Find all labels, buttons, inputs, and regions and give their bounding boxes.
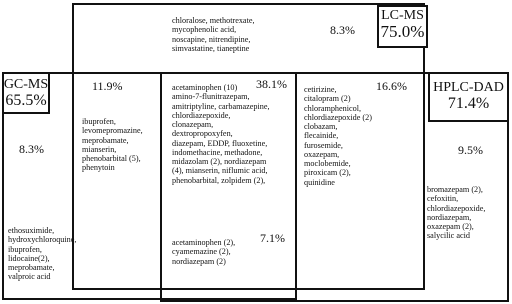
gc-lc-percentage: 11.9% xyxy=(92,79,123,93)
lcms-name: LC-MS xyxy=(381,8,424,23)
drug-line: citalopram (2) xyxy=(304,94,351,104)
lc-hplc-percentage: 16.6% xyxy=(376,79,407,93)
all-three-percentage: 38.1% xyxy=(256,77,287,91)
lc-only-drugs xyxy=(172,16,322,53)
lc-only-percentage: 8.3% xyxy=(330,23,355,37)
drug-line: lidocaine(2), xyxy=(8,253,50,263)
drug-line: chloramphenicol, xyxy=(304,103,362,113)
drug-line: midazolam (2), nordiazepam xyxy=(172,157,267,167)
drug-line: ibuprofen, xyxy=(8,244,42,254)
lcms-total: 75.0% xyxy=(380,22,425,42)
drug-line: dextropropoxyfen, xyxy=(172,129,233,139)
drug-line: furosemide, xyxy=(304,140,343,150)
hplc-only-drugs xyxy=(427,185,509,241)
drug-line: diazepam, EDDP, fluoxetine, xyxy=(172,138,268,148)
gc-only-drugs xyxy=(8,226,77,282)
drug-line: clonazepam, xyxy=(172,120,214,130)
drug-line: acetaminophen (10) xyxy=(172,83,238,92)
drug-line: clobazam, xyxy=(304,122,338,132)
gc-lc-drugs xyxy=(82,117,160,173)
drug-line: ethosuximide, xyxy=(8,226,55,235)
drug-line: piroxicam (2), xyxy=(304,168,351,178)
drug-line: salycilic acid xyxy=(427,231,470,241)
drug-line: chloralose, methotrexate, xyxy=(172,16,255,25)
drug-line: phenobarbital, zolpidem (2), xyxy=(172,175,266,185)
drug-line: meprobamate, xyxy=(82,135,129,145)
drug-line: levomepromazine, xyxy=(82,126,143,136)
drug-line: (4), mianserin, niflumic acid, xyxy=(172,166,268,176)
lcms-label xyxy=(377,8,428,42)
drug-line: acetaminophen (2), xyxy=(172,238,236,247)
drug-line: valproic acid xyxy=(8,272,51,282)
drug-line: cefoxitin, xyxy=(427,194,459,204)
all-three-drugs xyxy=(172,83,297,185)
drug-line: cetirizine, xyxy=(304,85,337,94)
drug-line: mycophenolic acid, xyxy=(172,25,237,35)
gcms-label xyxy=(2,77,50,110)
gcms-name: GC-MS xyxy=(3,77,49,92)
hplc-name: HPLC-DAD xyxy=(433,80,504,95)
drug-line: oxazepam, xyxy=(304,149,340,159)
drug-line: meprobamate, xyxy=(8,263,55,273)
drug-line: chlordiazepoxide, xyxy=(172,110,231,120)
hplc-only-percentage: 9.5% xyxy=(458,143,483,157)
drug-line: indomethacine, methadone, xyxy=(172,147,263,157)
drug-line: noscapine, nitrendipine, xyxy=(172,34,251,44)
gc-hplc-drugs xyxy=(172,238,262,266)
hplc-total: 71.4% xyxy=(447,95,490,113)
drug-line: amino-7-flunitrazepam, xyxy=(172,92,250,102)
drug-line: mianserin, xyxy=(82,144,117,154)
drug-line: flecainide, xyxy=(304,131,339,141)
drug-line: moclobemide, xyxy=(304,159,351,169)
drug-line: chlordiazepoxide, xyxy=(427,203,486,213)
drug-line: phenobarbital (5), xyxy=(82,154,141,164)
drug-line: phenytoin xyxy=(82,163,115,173)
gc-only-percentage: 8.3% xyxy=(19,142,44,156)
drug-line: oxazepam (2), xyxy=(427,222,474,232)
drug-line: simvastatine, tianeptine xyxy=(172,43,250,53)
lc-hplc-drugs xyxy=(304,85,384,187)
drug-line: ibuprofen, xyxy=(82,117,116,126)
drug-line: bromazepam (2), xyxy=(427,185,483,194)
drug-line: quinidine xyxy=(304,177,335,187)
hplc-label xyxy=(428,80,509,113)
drug-line: cyamemazine (2), xyxy=(172,247,231,257)
drug-line: nordiazepam (2) xyxy=(172,256,226,266)
drug-line: hydroxychloroquine, xyxy=(8,235,77,245)
drug-line: nordiazepam, xyxy=(427,212,472,222)
gcms-total: 65.5% xyxy=(5,92,47,110)
drug-line: chlordiazepoxide (2) xyxy=(304,112,372,122)
drug-line: amitriptyline, carbamazepine, xyxy=(172,101,270,111)
gc-hplc-percentage: 7.1% xyxy=(260,231,285,245)
